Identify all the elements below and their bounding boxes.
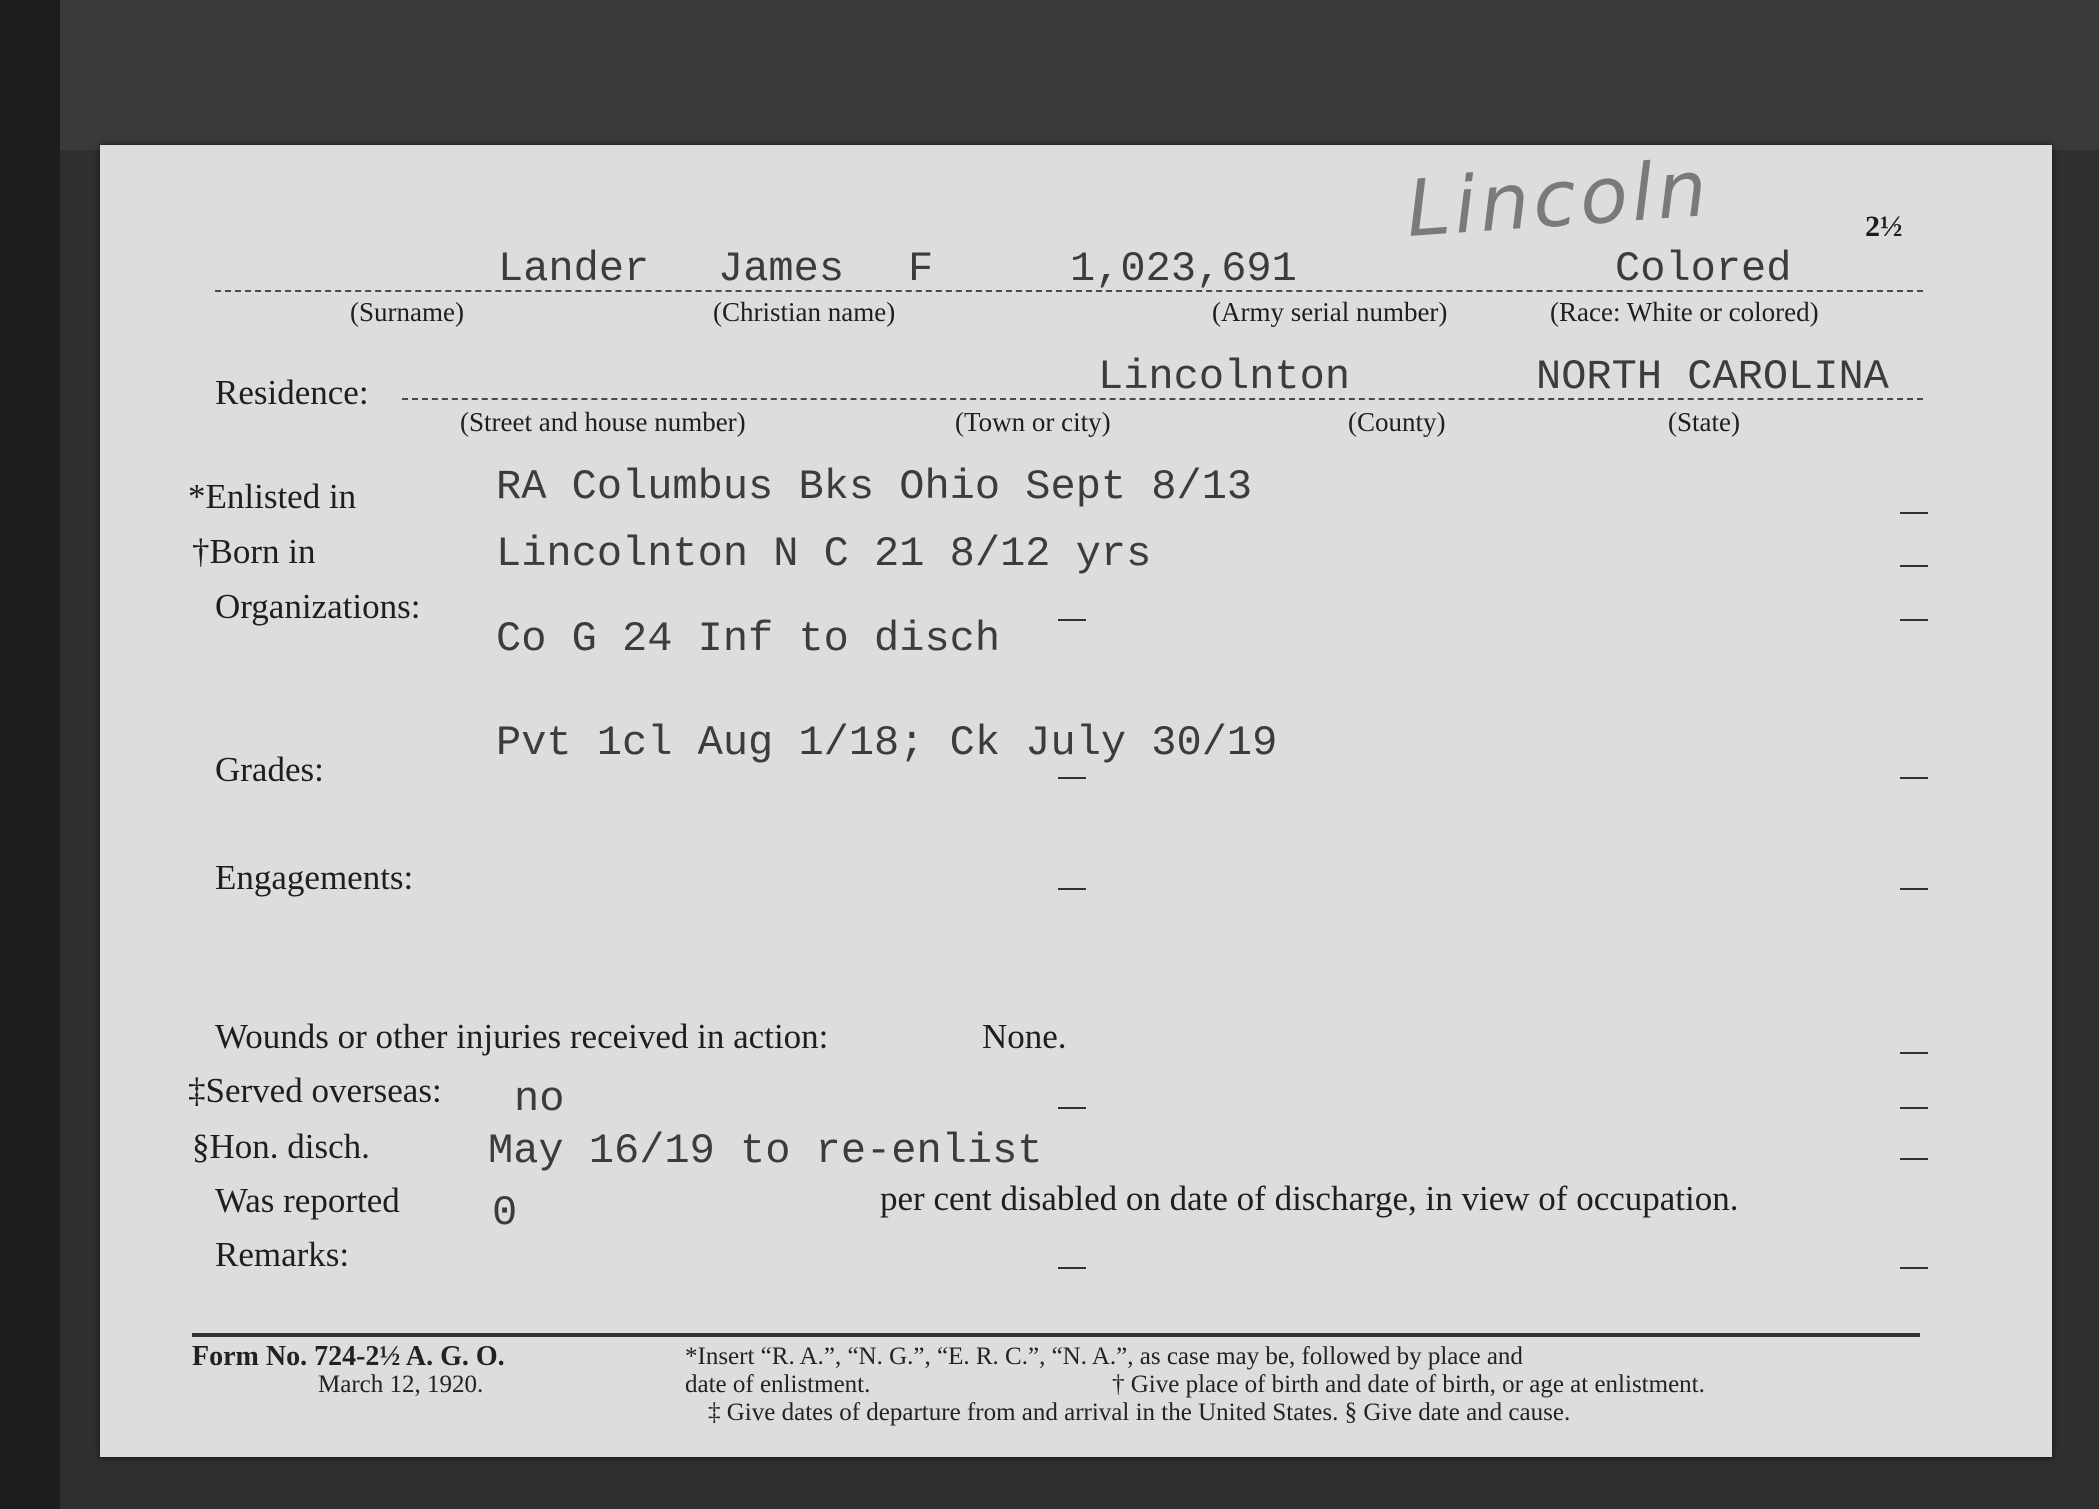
handwritten-note: Lincoln — [1403, 143, 1714, 255]
grades-tick-right — [1900, 777, 1928, 779]
footer-note-date-of-enlistment: date of enlistment. — [685, 1371, 871, 1398]
organizations-tick-mid — [1058, 619, 1086, 621]
engagements-tick-right — [1900, 888, 1928, 890]
wounds-value: None. — [982, 1017, 1067, 1056]
service-record-card — [100, 145, 2052, 1457]
born-tick-right — [1900, 565, 1928, 567]
state-caption: (State) — [1668, 407, 1740, 437]
town-caption: (Town or city) — [955, 407, 1111, 437]
serial-number-value: 1,023,691 — [1070, 245, 1297, 293]
disabled-text: per cent disabled on date of discharge, in view of occupation. — [880, 1179, 1739, 1218]
served-overseas-value: no — [514, 1075, 565, 1123]
enlisted-label: *Enlisted in — [188, 477, 357, 516]
background-top — [0, 0, 2099, 150]
organizations-label: Organizations: — [215, 587, 421, 626]
organizations-tick-right — [1900, 619, 1928, 621]
hon-disch-value: May 16/19 to re-enlist — [488, 1127, 1043, 1175]
race-value: Colored — [1615, 245, 1792, 293]
street-caption: (Street and house number) — [460, 407, 746, 437]
remarks-tick-right — [1900, 1267, 1928, 1269]
residence-line — [402, 398, 1923, 400]
form-date: March 12, 1920. — [318, 1371, 484, 1398]
wounds-tick-right — [1900, 1052, 1928, 1054]
hon-disch-tick-right — [1900, 1158, 1928, 1160]
grades-tick-mid — [1058, 777, 1086, 779]
residence-label: Residence: — [215, 373, 369, 412]
name-line — [215, 290, 1923, 292]
engagements-tick-mid — [1058, 888, 1086, 890]
footer-note-overseas: ‡ Give dates of departure from and arrival in the United States. § Give date and cause. — [708, 1399, 1571, 1426]
christian-name-value: James — [718, 245, 845, 293]
born-label: †Born in — [192, 532, 316, 571]
serial-number-caption: (Army serial number) — [1212, 297, 1448, 327]
grades-label: Grades: — [215, 750, 324, 789]
race-caption: (Race: White or colored) — [1550, 297, 1819, 327]
page-number: 2½ — [1865, 210, 1903, 243]
county-caption: (County) — [1348, 407, 1446, 437]
footer-note-birth: † Give place of birth and date of birth, or age at enlistment. — [1112, 1371, 1705, 1398]
born-value: Lincolnton N C 21 8/12 yrs — [496, 530, 1152, 578]
served-overseas-tick-mid — [1058, 1107, 1086, 1109]
residence-town-value: Lincolnton — [1098, 353, 1351, 401]
served-overseas-tick-right — [1900, 1107, 1928, 1109]
surname-value: Lander — [498, 245, 650, 293]
remarks-label: Remarks: — [215, 1235, 350, 1274]
footer-note-enlistment: *Insert “R. A.”, “N. G.”, “E. R. C.”, “N. A.”, as case may be, followed by place and — [685, 1343, 1523, 1370]
hon-disch-label: §Hon. disch. — [192, 1127, 370, 1166]
background-left — [0, 0, 60, 1509]
enlisted-tick-right — [1900, 512, 1928, 514]
form-number: Form No. 724-2½ A. G. O. — [192, 1341, 505, 1372]
engagements-label: Engagements: — [215, 858, 414, 897]
middle-initial-value: F — [908, 245, 934, 293]
served-overseas-label: ‡Served overseas: — [188, 1071, 442, 1110]
was-reported-value: 0 — [492, 1189, 518, 1237]
residence-state-value: NORTH CAROLINA — [1536, 353, 1889, 401]
footer-rule — [192, 1333, 1920, 1337]
remarks-tick-mid — [1058, 1267, 1086, 1269]
enlisted-value: RA Columbus Bks Ohio Sept 8/13 — [496, 463, 1253, 511]
was-reported-label: Was reported — [215, 1181, 400, 1220]
surname-caption: (Surname) — [350, 297, 464, 327]
wounds-label: Wounds or other injuries received in action: — [215, 1017, 829, 1056]
christian-name-caption: (Christian name) — [713, 297, 896, 327]
grades-value: Pvt 1cl Aug 1/18; Ck July 30/19 — [496, 719, 1278, 767]
organizations-value: Co G 24 Inf to disch — [496, 615, 1001, 663]
